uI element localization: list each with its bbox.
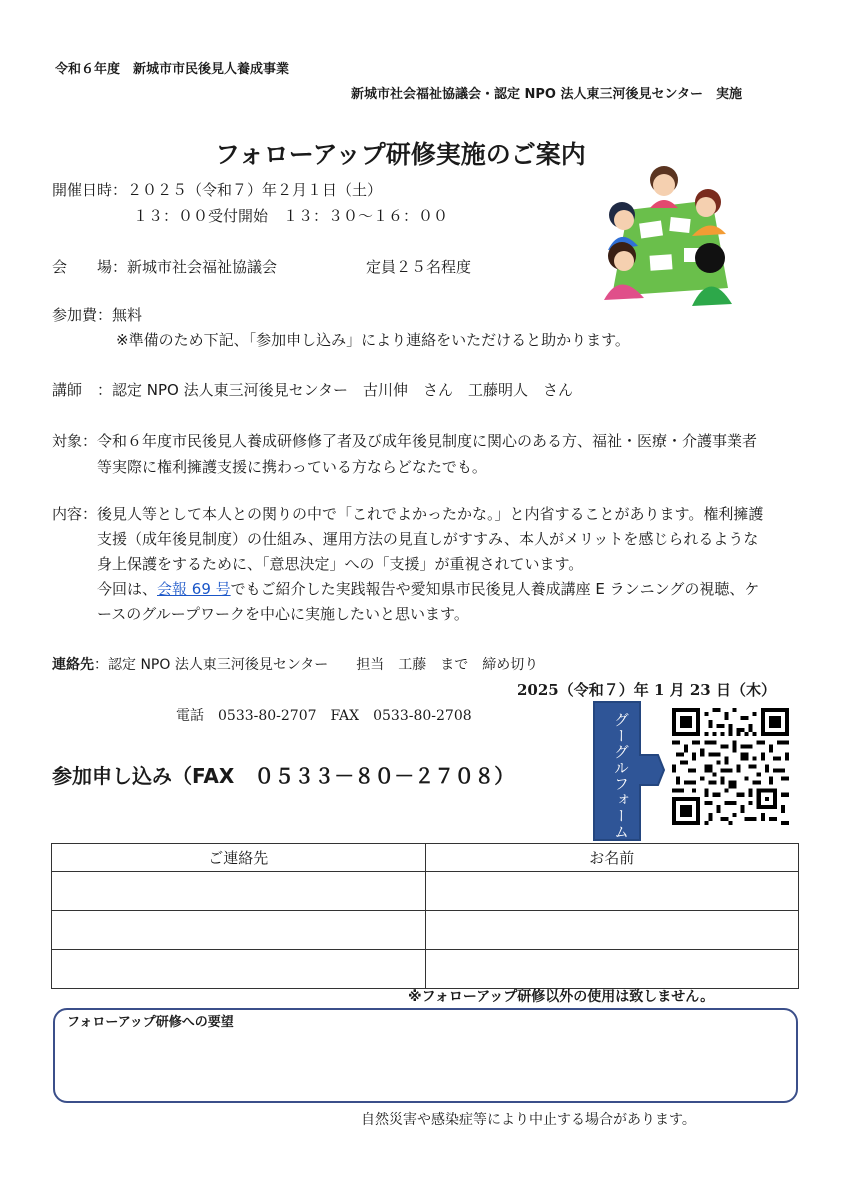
google-form-label: グーグルフォーム <box>612 712 630 840</box>
target-line-2: 等実際に権利擁護支援に携わっている方ならどなたでも。 <box>97 458 487 476</box>
fee-label: 参加費： <box>52 306 113 324</box>
content-label: 内容： <box>52 505 98 523</box>
table-row <box>52 950 799 989</box>
contact-column-header: ご連絡先 <box>52 844 426 872</box>
usage-note: ※フォローアップ研修以外の使用は致しません。 <box>408 989 715 1005</box>
capacity: 定員２５名程度 <box>366 258 472 276</box>
content-line-4: 今回は、会報 69 号でもご紹介した実践報告や愛知県市民後見人養成講座 E ランニングの視聴、ケ <box>97 580 760 598</box>
fee-value: 無料 <box>112 306 143 324</box>
target-row <box>52 430 757 451</box>
table-row <box>52 911 799 950</box>
lecturer-label: 講師 ： <box>52 381 113 399</box>
organizers: 新城市社会福祉協議会・認定 NPO 法人東三河後見センター 実施 <box>351 87 742 102</box>
google-form-arrow[interactable] <box>592 700 666 848</box>
request-box[interactable] <box>53 1008 798 1103</box>
contact-phone-fax: 電話 0533-80-2707 FAX 0533-80-2708 <box>176 708 472 724</box>
event-time: １３：００受付開始 １３：３０～１６：００ <box>133 207 449 225</box>
page-title: フォローアップ研修実施のご案内 <box>215 140 586 169</box>
program-name: 令和６年度 新城市市民後見人養成事業 <box>55 62 290 77</box>
target-label: 対象： <box>52 432 98 450</box>
group-discussion-illustration <box>600 160 735 308</box>
table-row <box>52 872 799 911</box>
name-cell[interactable] <box>425 872 799 911</box>
content-line-3: 身上保護をするために、「意思決定」への「支援」が重視されています。 <box>97 555 584 573</box>
target-line-1: 令和６年度市民後見人養成研修修了者及び成年後見制度に関心のある方、福祉・医療・介護事業者 <box>97 432 758 450</box>
name-cell[interactable] <box>425 950 799 989</box>
venue-row <box>52 256 277 277</box>
contact-cell[interactable] <box>52 950 426 989</box>
name-column-header: お名前 <box>425 844 799 872</box>
contact-cell[interactable] <box>52 872 426 911</box>
fee-note: ※準備のため下記、「参加申し込み」により連絡をいただけると助かります。 <box>116 331 630 349</box>
qr-code-image[interactable] <box>672 708 789 825</box>
lecturer-value: 認定 NPO 法人東三河後見センター 古川伸 さん 工藤明人 さん <box>112 381 574 399</box>
datetime-row <box>52 179 382 200</box>
venue-value: 新城市社会福祉協議会 <box>127 258 278 276</box>
newsletter-link[interactable]: 会報 69 号 <box>157 580 231 598</box>
contact-cell[interactable] <box>52 911 426 950</box>
contact-value: ：認定 NPO 法人東三河後見センター 担当 工藤 まで 締め切り <box>94 657 539 673</box>
lecturer-row <box>52 379 573 400</box>
event-date: ２０２５（令和７）年２月１日（土） <box>127 181 383 199</box>
name-cell[interactable] <box>425 911 799 950</box>
request-label: フォローアップ研修への要望 <box>67 1015 234 1030</box>
content-row <box>52 503 763 524</box>
contact-label: 連絡先 <box>52 657 94 673</box>
fee-row <box>52 304 142 325</box>
deadline: 2025（令和７）年 1 月 23 日（木） <box>517 681 776 699</box>
datetime-label: 開催日時： <box>52 181 128 199</box>
content-line-2: 支援（成年後見制度）の仕組み、運用方法の見直しがすすみ、本人がメリットを感じられるような <box>97 530 759 548</box>
contact-row <box>52 654 538 674</box>
content-line-5: ースのグループワークを中心に実施したいと思います。 <box>97 605 469 623</box>
venue-label: 会 場： <box>52 258 128 276</box>
apply-heading: 参加申し込み（FAX ０５３３－８０－２７０８） <box>52 764 515 788</box>
footer-note: 自然災害や感染症等により中止する場合があります。 <box>361 1112 696 1128</box>
application-table <box>51 843 799 989</box>
content-line-1: 後見人等として本人との関りの中で「これでよかったかな。」と内省することがあります。権利擁護 <box>97 505 764 523</box>
